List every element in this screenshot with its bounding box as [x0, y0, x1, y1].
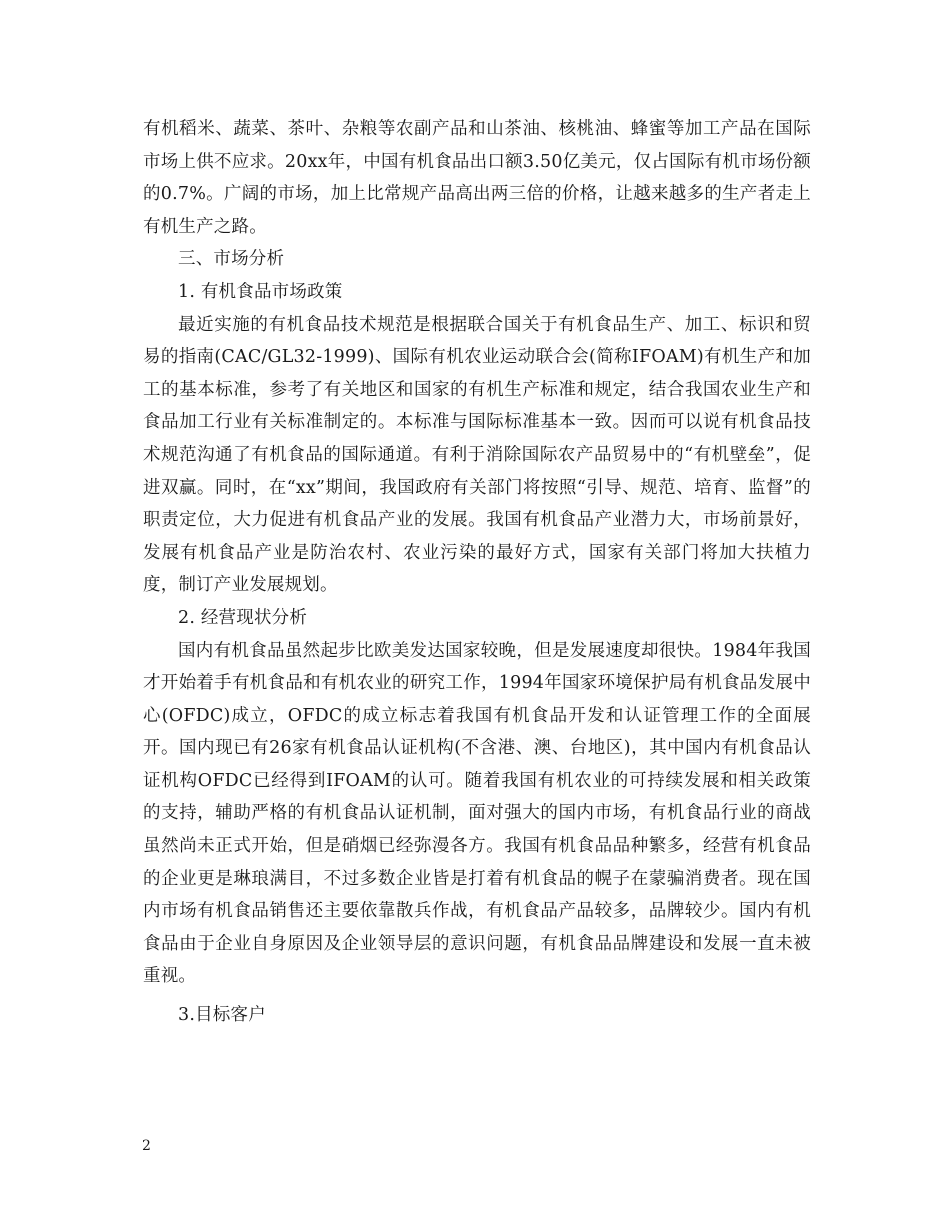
paragraph-business-status: 国内有机食品虽然起步比欧美发达国家较晚，但是发展速度却很快。1984年我国才开始着手有机食品和有机农业的研究工作，1994年国家环境保护局有机食品发展中心(OFDC)成立，OFDC的成立标志着我国有机食品开发和认证管理工作的全面展开。国内现已有26家有机食品认证机构(不含港、澳、台地区)，其中国内有机食品认证机构OFDC已经得到IFOAM的认可。随着我国有机农业的可持续发展和相关政策的支持，辅助严格的有机食品认证机制，面对强大的国内市场，有机食品行业的商战虽然尚未正式开始，但是硝烟已经弥漫各方。我国有机食品品种繁多，经营有机食品的企业更是琳琅满目，不过多数企业皆是打着有机食品的幌子在蒙骗消费者。现在国内市场有机食品销售还主要依靠散兵作战，有机食品产品较多，品牌较少。国内有机食品由于企业自身原因及企业领导层的意识问题，有机食品品牌建设和发展一直未被重视。	[143, 640, 811, 987]
document-body	[143, 113, 811, 1032]
subheading-business-status: 2. 经营现状分析	[178, 607, 308, 628]
subheading-target-customers: 3.目标客户	[178, 1005, 266, 1026]
section-heading-market-analysis: 三、市场分析	[178, 249, 285, 270]
paragraph-market-policy: 最近实施的有机食品技术规范是根据联合国关于有机食品生产、加工、标识和贸易的指南(CAC/GL32-1999)、国际有机农业运动联合会(简称IFOAM)有机生产和加工的基本标准，参考了有关地区和国家的有机生产标准和规定，结合我国农业生产和食品加工行业有关标准制定的。本标准与国际标准基本一致。因而可以说有机食品技术规范沟通了有机食品的国际通道。有利于消除国际农产品贸易中的“有机壁垒”，促进双赢。同时，在“xx”期间，我国政府有关部门将按照“引导、规范、培育、监督”的职责定位，大力促进有机食品产业的发展。我国有机食品产业潜力大，市场前景好，发展有机食品产业是防治农村、农业污染的最好方式，国家有关部门将加大扶植力度，制订产业发展规划。	[143, 314, 811, 596]
paragraph-market-supply: 有机稻米、蔬菜、茶叶、杂粮等农副产品和山茶油、核桃油、蜂蜜等加工产品在国际市场上供不应求。20xx年，中国有机食品出口额3.50亿美元，仅占国际有机市场份额的0.7%。广阔的市场，加上比常规产品高出两三倍的价格，让越来越多的生产者走上有机生产之路。	[143, 119, 811, 237]
subheading-market-policy: 1. 有机食品市场政策	[178, 281, 343, 302]
page-number: 2	[142, 1138, 151, 1154]
